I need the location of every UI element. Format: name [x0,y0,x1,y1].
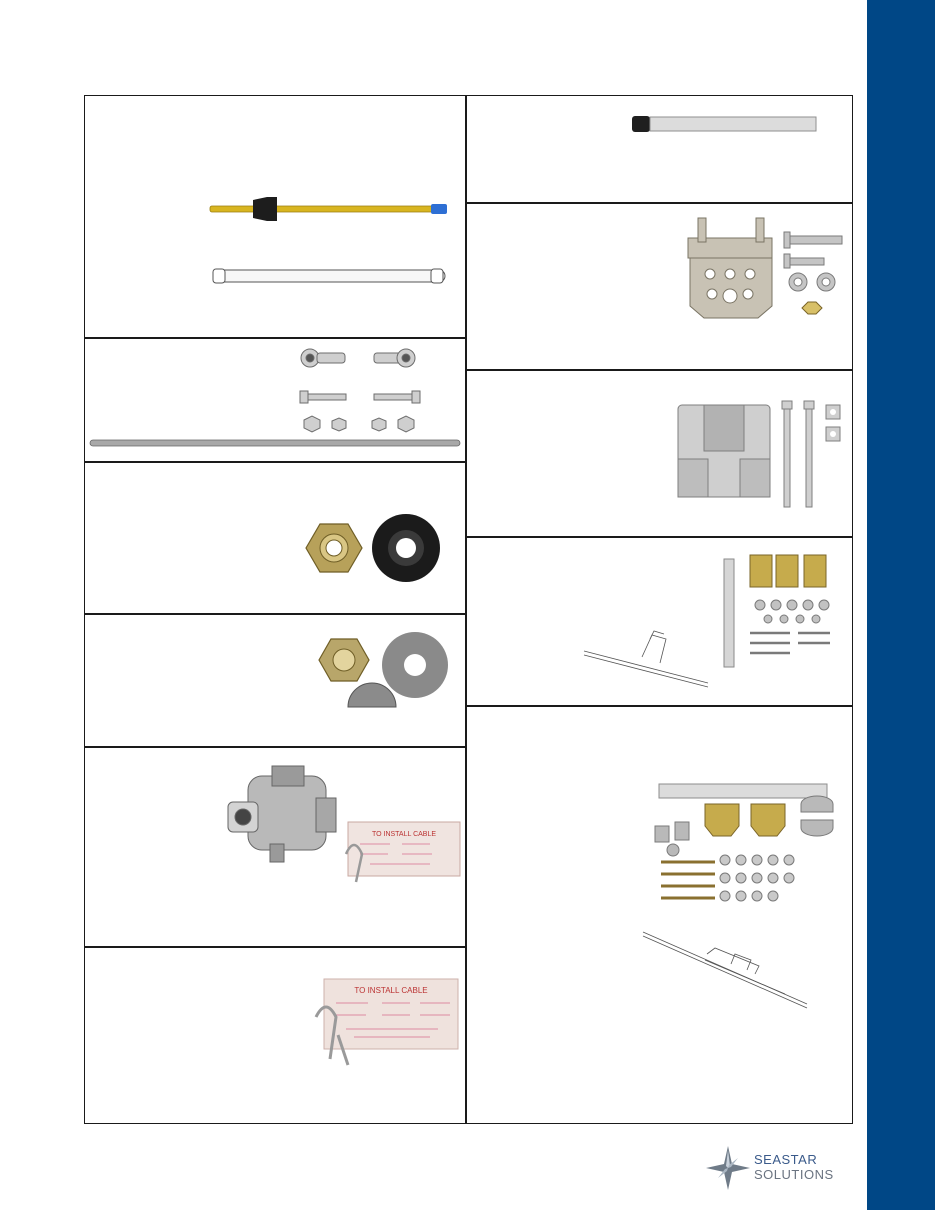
install-card-title: TO INSTALL CABLE [371,831,437,838]
product-bracket-image [682,216,850,326]
row-divider [466,202,853,204]
install-card-title: TO INSTALL CABLE [354,986,428,995]
row-divider [466,369,853,371]
product-nut-washer-key-image [313,625,458,730]
product-nut-bushing-image [300,510,450,595]
product-block-bolts-image [664,395,849,520]
brand-name: SEASTAR [754,1152,818,1167]
brand-tagline: SOLUTIONS [754,1167,834,1182]
row-divider [84,946,466,948]
brand-sidebar [867,0,935,1210]
row-divider [84,337,466,339]
row-divider [466,536,853,538]
product-install-card-image [306,975,461,1067]
row-divider [84,613,466,615]
seastar-logo [706,1146,856,1190]
product-cable-rod-image [205,180,455,290]
product-dual-kit-image [635,778,850,1028]
product-helm-adapter-image [220,758,465,888]
compass-star-icon [706,1146,750,1190]
row-divider [84,746,466,748]
grid-column-divider [465,95,467,1124]
row-divider [466,705,853,707]
product-rod-end-kit-image [88,344,462,454]
product-support-tube-image [630,112,820,136]
row-divider [84,461,466,463]
product-single-kit-image [580,545,848,695]
